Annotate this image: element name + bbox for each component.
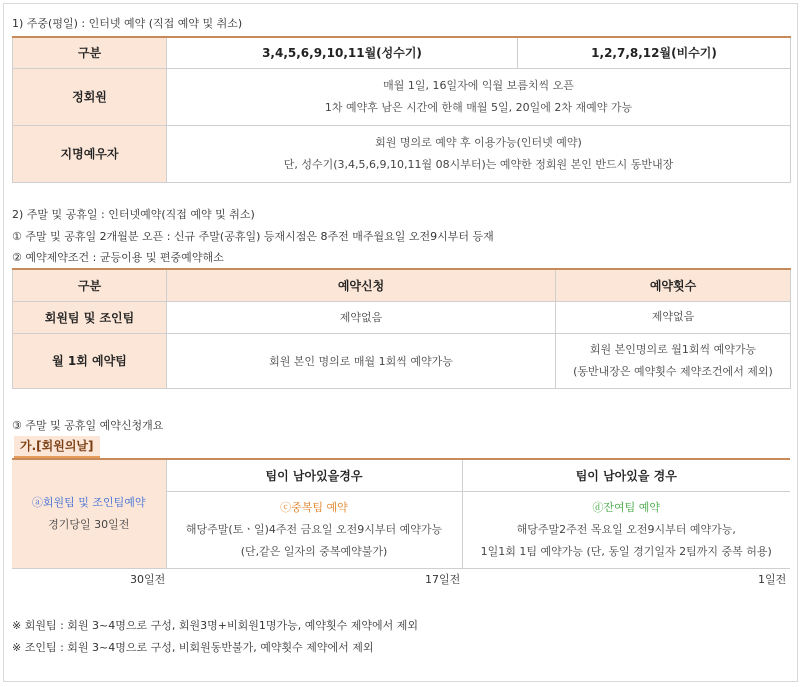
detail-line: 매월 1일, 16일자에 익월 보름치씩 오픈 (383, 78, 574, 92)
row-label-member-join-team: 회원팀 및 조인팀 (13, 301, 167, 333)
count-line: 회원 본인명의로 월1회씩 예약가능 (589, 342, 757, 356)
tick-1-day: 1일전 (758, 573, 787, 586)
row-regular-member-detail (167, 68, 791, 125)
section2-note2: ② 예약제약조건 : 균등이용 및 편중예약해소 (12, 251, 224, 264)
row-designated-detail (167, 125, 791, 182)
row-monthly-count (556, 333, 791, 388)
detail-line: 회원 명의로 예약 후 이용가능(인터넷 예약) (375, 135, 582, 149)
footnote-member-team: ※ 회원팀 : 회원 3~4명으로 구성, 회원3명+비회원1명가능, 예약횟수 제약에서 제외 (12, 619, 418, 632)
member-join-reservation-label: ⓐ회원팀 및 조인팀예약 (31, 495, 146, 509)
duplicate-team-line: (단,같은 일자의 중복예약불가) (240, 544, 388, 558)
count-line: (동반내장은 예약횟수 제약조건에서 제외) (573, 364, 773, 378)
footnote-join-team: ※ 조인팀 : 회원 3~4명으로 구성, 비회원동반불가, 예약횟수 제약에서 제외 (12, 641, 374, 654)
row-member-join-count (556, 301, 791, 333)
duplicate-team-cell (166, 491, 462, 568)
weekday-table (12, 36, 791, 183)
table-row (13, 333, 791, 388)
detail-line: 단, 성수기(3,4,5,6,9,10,11월 08시부터)는 예약한 정회원 본인 반드시 동반내장 (283, 157, 674, 171)
row-label-designated: 지명예우자 (13, 125, 167, 182)
section3-title: ③ 주말 및 공휴일 예약신청개요 (12, 419, 164, 432)
row-label-monthly-team: 월 1회 예약팀 (13, 333, 167, 388)
section2-note1: ① 주말 및 공휴일 2개월분 오픈 : 신규 주말(공휴일) 등재시점은 8주전 매주월요일 오전9시부터 등재 (12, 230, 494, 243)
row-member-join-apply: 제약없음 (167, 301, 556, 333)
remaining-team-cell (462, 491, 790, 568)
weekday-header-offpeak: 1,2,7,8,12월(비수기) (518, 37, 791, 68)
tick-17-days: 17일전 (425, 573, 461, 586)
game-day-30-label: 경기당일 30일전 (48, 517, 130, 531)
section2-title: 2) 주말 및 공휴일 : 인터넷예약(직접 예약 및 취소) (12, 208, 255, 221)
section1-title: 1) 주중(평일) : 인터넷 예약 (직접 예약 및 취소) (12, 17, 243, 30)
detail-line: 1차 예약후 남은 시간에 한해 매월 5일, 20일에 2차 재예약 가능 (324, 100, 633, 114)
table-row (13, 68, 791, 125)
duplicate-team-line: 해당주말(토ㆍ일)4주전 금요일 오전9시부터 예약가능 (185, 522, 443, 536)
weekend-table (12, 268, 791, 389)
weekend-header-category: 구분 (13, 269, 167, 301)
overview-header-1: 팀이 남아있을경우 (166, 459, 462, 491)
duplicate-team-title: ⓒ중복팀 예약 (280, 500, 348, 514)
overview-header-2: 팀이 남아있을 경우 (462, 459, 790, 491)
row-label-regular-member: 정회원 (13, 68, 167, 125)
member-day-subtitle: 가.[회원의날] (14, 436, 100, 458)
tick-30-days: 30일전 (130, 573, 166, 586)
overview-left-cell (12, 459, 166, 568)
row-monthly-apply: 회원 본인 명의로 매월 1회씩 예약가능 (167, 333, 556, 388)
table-row (13, 125, 791, 182)
table-row (13, 301, 791, 333)
weekend-header-apply: 예약신청 (167, 269, 556, 301)
weekend-header-count: 예약횟수 (556, 269, 791, 301)
remaining-team-title: ⓓ잔여팀 예약 (592, 500, 661, 514)
remaining-team-line: 1일1회 1팀 예약가능 (단, 동일 경기일자 2팀까지 중복 허용) (480, 544, 772, 558)
overview-table (12, 458, 790, 569)
weekday-header-peak: 3,4,5,6,9,10,11월(성수기) (167, 37, 518, 68)
weekday-header-category: 구분 (13, 37, 167, 68)
count-line: 제약없음 (651, 310, 695, 323)
remaining-team-line: 해당주말2주전 목요일 오전9시부터 예약가능, (516, 522, 736, 536)
